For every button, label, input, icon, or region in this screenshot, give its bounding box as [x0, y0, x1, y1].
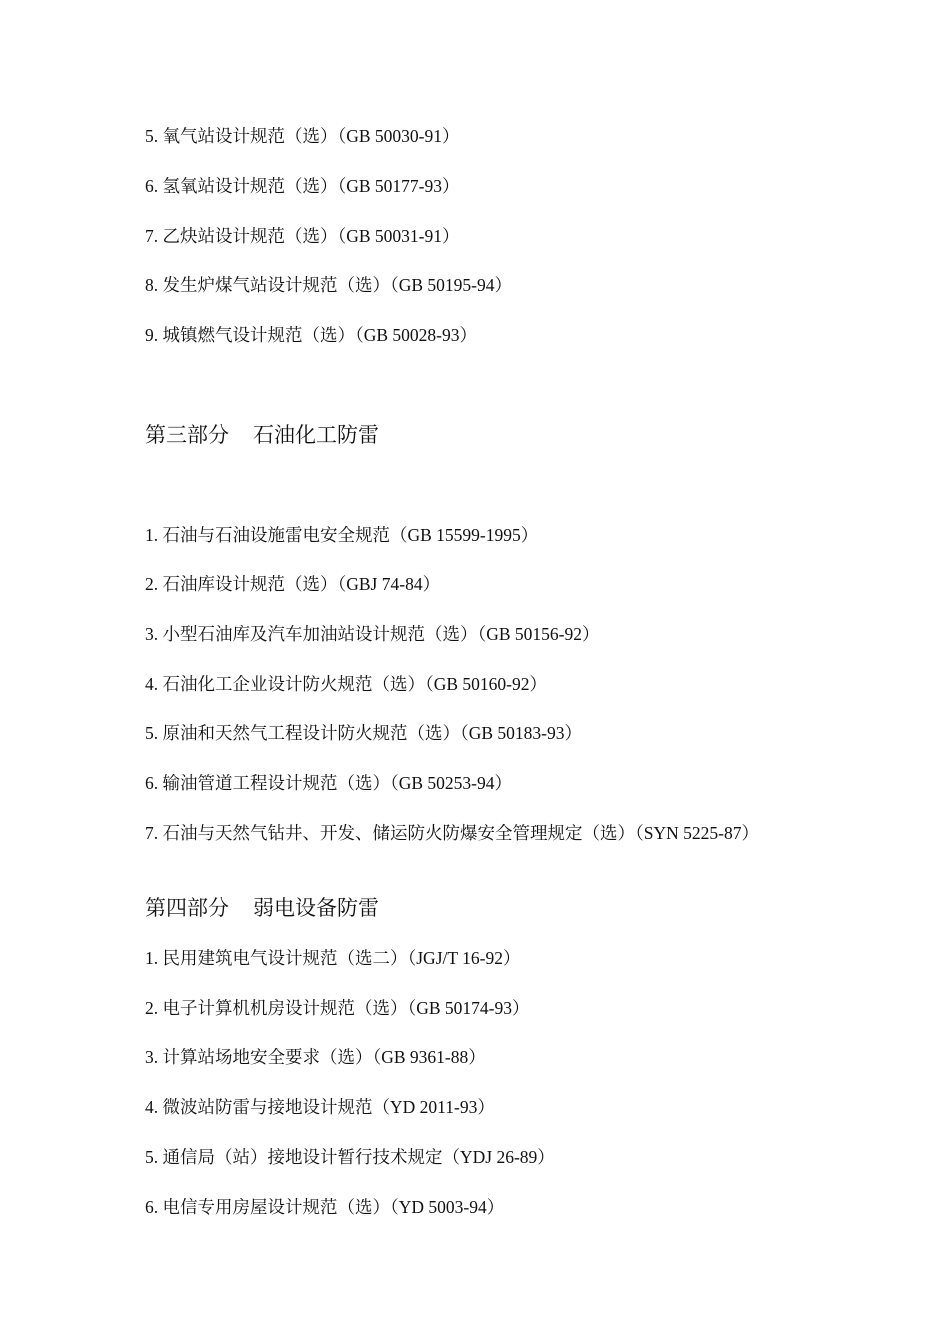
list-item: 3. 计算站场地安全要求（选）（GB 9361-88）	[145, 1047, 486, 1067]
section-title: 弱电设备防雷	[253, 896, 379, 920]
section-title: 石油化工防雷	[253, 423, 379, 447]
section-heading-weak-current	[145, 894, 379, 922]
list-item: 8. 发生炉煤气站设计规范（选）（GB 50195-94）	[145, 275, 513, 295]
list-item: 7. 乙炔站设计规范（选）（GB 50031-91）	[145, 226, 460, 246]
list-item: 2. 石油库设计规范（选）（GBJ 74-84）	[145, 574, 441, 594]
list-item: 7. 石油与天然气钻井、开发、储运防火防爆安全管理规定（选）（SYN 5225-87）	[145, 823, 759, 843]
list-item: 1. 民用建筑电气设计规范（选二）（JGJ/T 16-92）	[145, 948, 521, 968]
list-item: 5. 通信局（站）接地设计暂行技术规定（YDJ 26-89）	[145, 1147, 555, 1167]
section-part-label: 第三部分	[145, 423, 229, 447]
list-item: 5. 氧气站设计规范（选）（GB 50030-91）	[145, 126, 460, 146]
list-item: 2. 电子计算机机房设计规范（选）（GB 50174-93）	[145, 998, 530, 1018]
section-part-label: 第四部分	[145, 896, 229, 920]
list-item: 1. 石油与石油设施雷电安全规范（GB 15599-1995）	[145, 525, 539, 545]
list-item: 5. 原油和天然气工程设计防火规范（选）（GB 50183-93）	[145, 723, 583, 743]
list-item: 9. 城镇燃气设计规范（选）（GB 50028-93）	[145, 325, 478, 345]
list-item: 3. 小型石油库及汽车加油站设计规范（选）（GB 50156-92）	[145, 624, 600, 644]
list-item: 6. 氢氧站设计规范（选）（GB 50177-93）	[145, 176, 460, 196]
list-item: 6. 电信专用房屋设计规范（选）（YD 5003-94）	[145, 1197, 505, 1217]
list-item: 4. 石油化工企业设计防火规范（选）（GB 50160-92）	[145, 674, 548, 694]
list-item: 4. 微波站防雷与接地设计规范（YD 2011-93）	[145, 1097, 495, 1117]
section-heading-petrochemical	[145, 421, 379, 449]
list-item: 6. 输油管道工程设计规范（选）（GB 50253-94）	[145, 773, 513, 793]
